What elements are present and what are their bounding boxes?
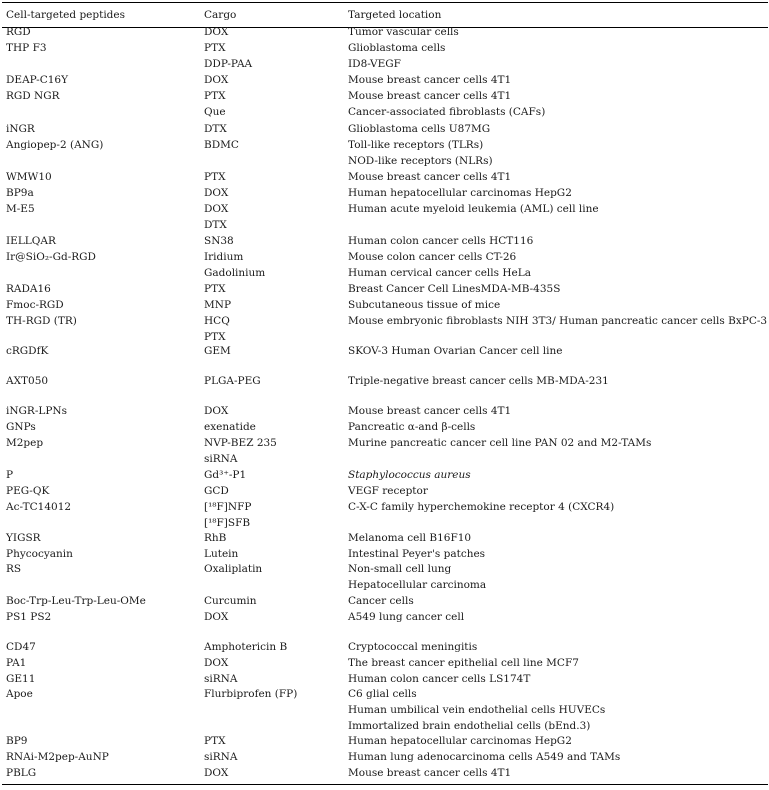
table-row xyxy=(0,403,769,419)
table-header xyxy=(0,5,769,25)
header-location: Targeted location xyxy=(348,9,442,21)
cell-cargo: DOX xyxy=(204,26,229,38)
cell-peptide: RADA16 xyxy=(6,283,51,295)
cell-cargo: DOX xyxy=(204,187,229,199)
cell-peptide: iNGR-LPNs xyxy=(6,405,68,417)
table-row xyxy=(0,718,769,734)
table-row xyxy=(0,72,769,88)
cell-location: SKOV-3 Human Ovarian Cancer cell line xyxy=(348,345,563,357)
cell-location: Human colon cancer cells LS174T xyxy=(348,673,531,685)
cell-location: C6 glial cells xyxy=(348,688,417,700)
cell-location: C-X-C family hyperchemokine receptor 4 (CXCR4) xyxy=(348,501,615,513)
cell-location: Mouse breast cancer cells 4T1 xyxy=(348,405,512,417)
cell-location: Mouse breast cancer cells 4T1 xyxy=(348,171,512,183)
cell-peptide: Phycocyanin xyxy=(6,548,73,560)
table-row xyxy=(0,249,769,265)
cell-cargo: PLGA-PEG xyxy=(204,375,261,387)
table-row xyxy=(0,281,769,297)
cell-cargo: DOX xyxy=(204,74,229,86)
cell-location: Mouse breast cancer cells 4T1 xyxy=(348,74,512,86)
cell-location: Human hepatocellular carcinomas HepG2 xyxy=(348,735,572,747)
cell-location: Triple-negative breast cancer cells MB-MDA-231 xyxy=(348,375,609,387)
cell-peptide: THP F3 xyxy=(6,42,47,54)
cell-cargo: GCD xyxy=(204,485,229,497)
cell-location: Human cervical cancer cells HeLa xyxy=(348,267,531,279)
cell-cargo: DTX xyxy=(204,123,227,135)
table-row xyxy=(0,217,769,233)
header-peptides: Cell-targeted peptides xyxy=(6,9,125,21)
table-row xyxy=(0,435,769,451)
table-row xyxy=(0,561,769,577)
table-row xyxy=(0,530,769,546)
cell-cargo: BDMC xyxy=(204,139,239,151)
cell-location: Human umbilical vein endothelial cells HUVECs xyxy=(348,704,606,716)
cell-location: Hepatocellular carcinoma xyxy=(348,579,487,591)
table-row xyxy=(0,733,769,749)
cell-location: Mouse breast cancer cells 4T1 xyxy=(348,90,512,102)
cell-location: Subcutaneous tissue of mice xyxy=(348,299,501,311)
table-row xyxy=(0,153,769,169)
table-row xyxy=(0,24,769,40)
cell-peptide: P xyxy=(6,469,14,481)
cell-peptide: BP9 xyxy=(6,735,28,747)
cell-location: Human lung adenocarcinoma cells A549 and TAMs xyxy=(348,751,621,763)
cell-cargo: MNP xyxy=(204,299,232,311)
cell-location: Melanoma cell B16F10 xyxy=(348,532,472,544)
table-row xyxy=(0,765,769,781)
cell-location: Glioblastoma cells xyxy=(348,42,446,54)
cell-peptide: GNPs xyxy=(6,421,36,433)
cell-location: Intestinal Peyer's patches xyxy=(348,548,486,560)
table-row xyxy=(0,40,769,56)
table-row xyxy=(0,121,769,137)
cell-peptide: IELLQAR xyxy=(6,235,56,247)
table-row xyxy=(0,313,769,329)
cell-cargo: Que xyxy=(204,106,226,118)
cell-cargo: PTX xyxy=(204,42,226,54)
table-row xyxy=(0,609,769,625)
cell-location: Human colon cancer cells HCT116 xyxy=(348,235,534,247)
table-row xyxy=(0,233,769,249)
cell-peptide: WMW10 xyxy=(6,171,52,183)
table-row xyxy=(0,655,769,671)
cell-cargo: SN38 xyxy=(204,235,234,247)
cell-peptide: PBLG xyxy=(6,767,37,779)
cell-cargo: GEM xyxy=(204,345,231,357)
cell-location: Cancer cells xyxy=(348,595,414,607)
cell-peptide: Apoe xyxy=(6,688,33,700)
cell-location: Human acute myeloid leukemia (AML) cell line xyxy=(348,203,599,215)
table-row xyxy=(0,483,769,499)
table-row xyxy=(0,56,769,72)
table-row xyxy=(0,577,769,593)
table-row xyxy=(0,419,769,435)
cell-location: Mouse embryonic fibroblasts NIH 3T3/ Human pancreatic cancer cells BxPC-3 xyxy=(348,315,768,327)
cell-peptide: RNAi-M2pep-AuNP xyxy=(6,751,109,763)
table-row xyxy=(0,671,769,687)
table-row xyxy=(0,593,769,609)
cell-peptide: cRGDfK xyxy=(6,345,49,357)
cell-peptide: AXT050 xyxy=(6,375,49,387)
cell-peptide: M2pep xyxy=(6,437,44,449)
cell-cargo: exenatide xyxy=(204,421,256,433)
cell-cargo: Lutein xyxy=(204,548,239,560)
cell-cargo: Gd³⁺-P1 xyxy=(204,469,247,481)
cell-cargo: RhB xyxy=(204,532,227,544)
cell-cargo: DTX xyxy=(204,219,227,231)
cell-location: VEGF receptor xyxy=(348,485,428,497)
cell-cargo: siRNA xyxy=(204,673,238,685)
table-row xyxy=(0,373,769,389)
table-row xyxy=(0,104,769,120)
cell-peptide: YIGSR xyxy=(6,532,41,544)
cell-location: Toll-like receptors (TLRs) xyxy=(348,139,484,151)
cell-peptide: CD47 xyxy=(6,641,36,653)
table-row xyxy=(0,201,769,217)
cell-location: Murine pancreatic cancer cell line PAN 02 and M2-TAMs xyxy=(348,437,652,449)
table-row xyxy=(0,749,769,765)
cell-peptide: RGD NGR xyxy=(6,90,60,102)
cell-cargo: NVP-BEZ 235 xyxy=(204,437,277,449)
cell-location: ID8-VEGF xyxy=(348,58,401,70)
cell-cargo: DDP-PAA xyxy=(204,58,253,70)
cell-cargo: PTX xyxy=(204,331,226,343)
cell-cargo: PTX xyxy=(204,283,226,295)
cell-cargo: Curcumin xyxy=(204,595,257,607)
cell-cargo: PTX xyxy=(204,735,226,747)
cell-cargo: DOX xyxy=(204,611,229,623)
cell-cargo: [¹⁸F]NFP xyxy=(204,501,252,513)
cell-location: Cryptococcal meningitis xyxy=(348,641,478,653)
cell-cargo: [¹⁸F]SFB xyxy=(204,517,251,529)
table-row xyxy=(0,639,769,655)
cell-cargo: Oxaliplatin xyxy=(204,563,263,575)
cell-cargo: PTX xyxy=(204,90,226,102)
cell-cargo: DOX xyxy=(204,203,229,215)
cell-peptide: Ir@SiO₂-Gd-RGD xyxy=(6,251,96,263)
cell-peptide: Fmoc-RGD xyxy=(6,299,64,311)
cell-location: Glioblastoma cells U87MG xyxy=(348,123,491,135)
cell-cargo: HCQ xyxy=(204,315,230,327)
cell-cargo: DOX xyxy=(204,767,229,779)
cell-cargo: Flurbiprofen (FP) xyxy=(204,688,298,700)
table-row xyxy=(0,137,769,153)
cell-cargo: siRNA xyxy=(204,453,238,465)
cell-location: Non-small cell lung xyxy=(348,563,452,575)
table-row xyxy=(0,515,769,531)
table-row xyxy=(0,169,769,185)
table-row xyxy=(0,343,769,359)
cell-location: Mouse colon cancer cells CT-26 xyxy=(348,251,517,263)
table-row xyxy=(0,451,769,467)
cell-peptide: PA1 xyxy=(6,657,27,669)
cell-location: Staphylococcus aureus xyxy=(348,469,471,481)
cell-peptide: Angiopep-2 (ANG) xyxy=(6,139,104,151)
cell-cargo: siRNA xyxy=(204,751,238,763)
header-cargo: Cargo xyxy=(204,9,237,21)
cell-peptide: PS1 PS2 xyxy=(6,611,52,623)
cell-location: Pancreatic α-and β-cells xyxy=(348,421,476,433)
cell-location: Mouse breast cancer cells 4T1 xyxy=(348,767,512,779)
cell-peptide: Boc-Trp-Leu-Trp-Leu-OMe xyxy=(6,595,146,607)
cell-location: A549 lung cancer cell xyxy=(348,611,465,623)
cell-peptide: GE11 xyxy=(6,673,36,685)
cell-location: Breast Cancer Cell LinesMDA-MB-435S xyxy=(348,283,561,295)
cell-peptide: RGD xyxy=(6,26,31,38)
table-row xyxy=(0,297,769,313)
cell-location: The breast cancer epithelial cell line MCF7 xyxy=(348,657,579,669)
cell-location: Immortalized brain endothelial cells (bEnd.3) xyxy=(348,720,591,732)
table-row xyxy=(0,686,769,702)
table-row xyxy=(0,499,769,515)
cell-peptide: PEG-QK xyxy=(6,485,50,497)
cell-peptide: Ac-TC14012 xyxy=(6,501,72,513)
cell-peptide: RS xyxy=(6,563,22,575)
table-row xyxy=(0,702,769,718)
table-row xyxy=(0,185,769,201)
top-rule xyxy=(2,2,768,3)
cell-location: Human hepatocellular carcinomas HepG2 xyxy=(348,187,572,199)
cell-peptide: TH-RGD (TR) xyxy=(6,315,77,327)
cell-cargo: DOX xyxy=(204,405,229,417)
cell-cargo: Iridium xyxy=(204,251,244,263)
table-row xyxy=(0,467,769,483)
cell-peptide: M-E5 xyxy=(6,203,35,215)
table-row xyxy=(0,88,769,104)
bottom-rule xyxy=(2,784,768,785)
cell-cargo: Gadolinium xyxy=(204,267,266,279)
cell-cargo: PTX xyxy=(204,171,226,183)
cell-cargo: DOX xyxy=(204,657,229,669)
cell-cargo: Amphotericin B xyxy=(204,641,288,653)
cell-peptide: DEAP-C16Y xyxy=(6,74,69,86)
cell-peptide: iNGR xyxy=(6,123,35,135)
cell-peptide: BP9a xyxy=(6,187,34,199)
cell-location: Cancer-associated fibroblasts (CAFs) xyxy=(348,106,546,118)
table-row xyxy=(0,546,769,562)
cell-location: Tumor vascular cells xyxy=(348,26,459,38)
cell-location: NOD-like receptors (NLRs) xyxy=(348,155,493,167)
table-row xyxy=(0,265,769,281)
